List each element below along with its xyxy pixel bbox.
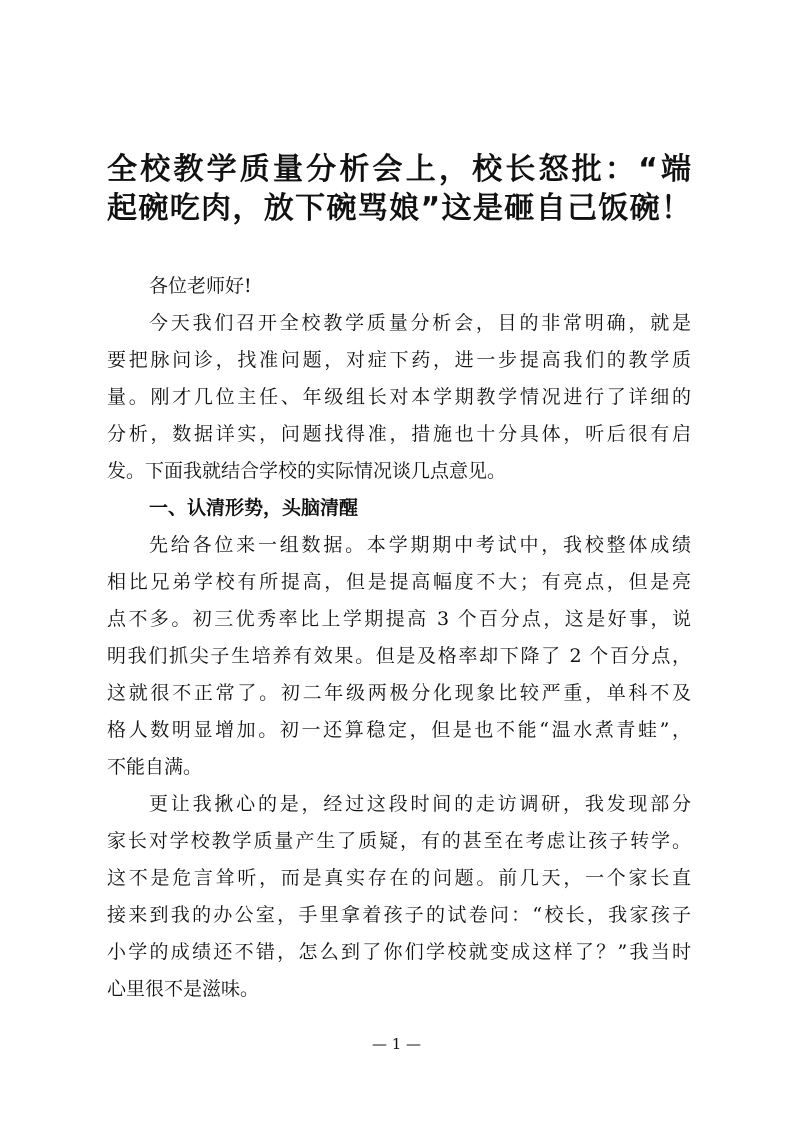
document-title [107,150,691,228]
paragraph-line: 点不多。初三优秀率比上学期提高 3 个百分点，这是好事，说 [107,608,691,630]
paragraph-line: 先给各位来一组数据。本学期期中考试中，我校整体成绩 [149,534,691,556]
paragraph-line: 格人数明显增加。初一还算稳定，但是也不能“温水煮青蛙”， [107,719,691,741]
section-heading: 一、认清形势，头脑清醒 [149,497,359,519]
paragraph-line: 不能自满。 [107,756,203,778]
paragraph-line: 心里很不是滋味。 [107,978,260,1000]
paragraph-line: 这不是危言耸听，而是真实存在的问题。前几天，一个家长直 [107,867,691,889]
greeting: 各位老师好! [149,275,252,297]
paragraph-line: 相比兄弟学校有所提高，但是提高幅度不大；有亮点，但是亮 [107,571,691,593]
title-line: 起碗吃肉，放下碗骂娘”这是砸自己饭碗！ [107,191,691,226]
paragraph-line: 分析，数据详实，问题找得准，措施也十分具体，听后很有启 [107,423,691,445]
paragraph-line: 今天我们召开全校教学质量分析会，目的非常明确，就是 [149,312,691,334]
title-line: 全校教学质量分析会上，校长怒批：“端 [107,152,691,187]
paragraph-line: 量。刚才几位主任、年级组长对本学期教学情况进行了详细的 [107,386,691,408]
page-number: — 1 — [371,1035,422,1053]
paragraph-line: 要把脉问诊，找准问题，对症下药，进一步提高我们的教学质 [107,349,691,371]
paragraph-line: 明我们抓尖子生培养有效果。但是及格率却下降了 2 个百分点， [107,645,691,667]
paragraph-line: 这就很不正常了。初二年级两极分化现象比较严重，单科不及 [107,682,691,704]
document-body [107,268,691,1008]
paragraph-line: 发。下面我就结合学校的实际情况谈几点意见。 [107,460,507,482]
paragraph-line: 家长对学校教学质量产生了质疑，有的甚至在考虑让孩子转学。 [107,830,691,852]
paragraph-line: 接来到我的办公室，手里拿着孩子的试卷问：“校长，我家孩子 [107,904,691,926]
paragraph-line: 更让我揪心的是，经过这段时间的走访调研，我发现部分 [149,793,691,815]
paragraph-line: 小学的成绩还不错，怎么到了你们学校就变成这样了？”我当时 [107,941,691,963]
